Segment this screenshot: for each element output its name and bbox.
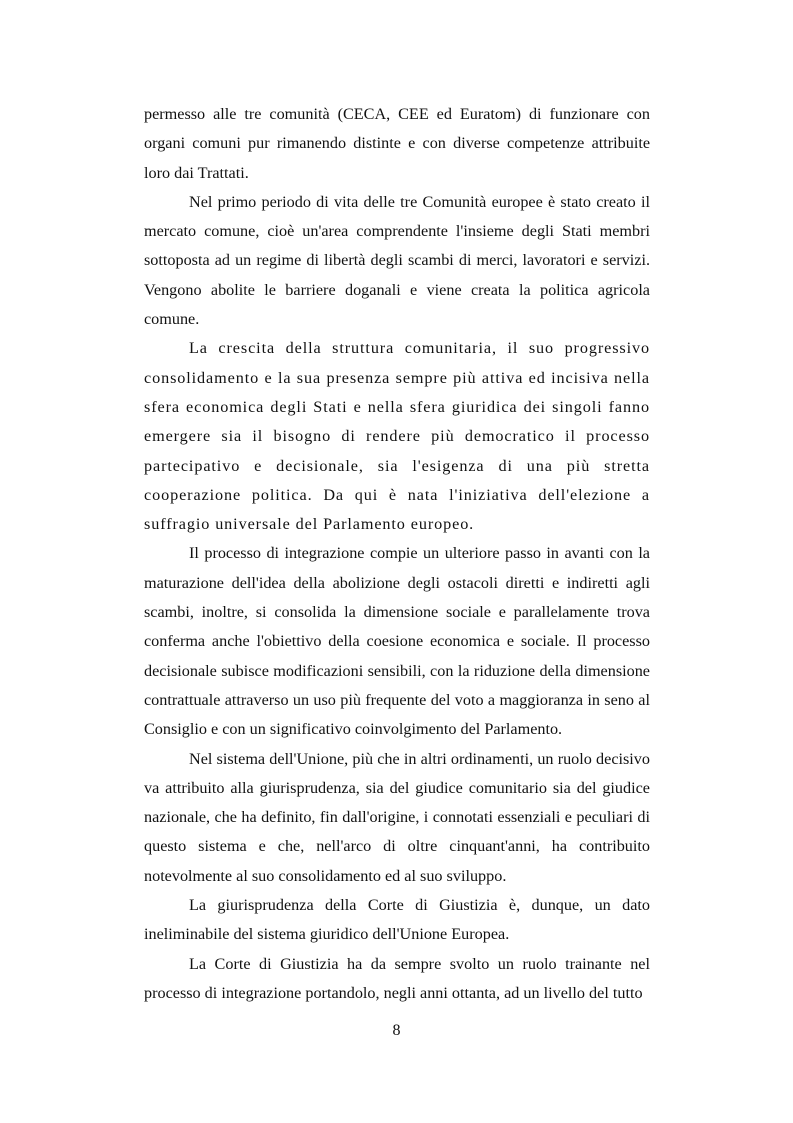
paragraph-integration-process: Il processo di integrazione compie un ulteriore passo in avanti con la maturazione dell'idea della abolizione degli ostacoli diretti e indiretti agli scambi, inoltre, si consolida la dimensione sociale e parallelamente trova conferma anche l'obiettivo della coesione economica e sociale. Il processo decisionale subisce modificazioni sensibili, con la riduzione della dimensione contrattuale attraverso un uso più frequente del voto a maggioranza in seno al Consiglio e con un significativo coinvolgimento del Parlamento. — [144, 544, 650, 739]
paragraph-common-market: Nel primo periodo di vita delle tre Comunità europee è stato creato il mercato comune, cioè un'area comprendente l'insieme degli Stati membri sottoposta ad un regime di libertà degli scambi di merci, lavoratori e servizi. Vengono abolite le barriere doganali e viene creata la politica agricola comune. — [144, 192, 650, 329]
paragraph-court-jurisprudence: La giurisprudenza della Corte di Giustizia è, dunque, un dato ineliminabile del sistema giuridico dell'Unione Europea. — [144, 896, 650, 944]
document-body — [144, 100, 650, 1008]
page-number: 8 — [392, 1022, 401, 1039]
paragraph-community-growth: La crescita della struttura comunitaria, il suo progressivo consolidamento e la sua presenza sempre più attiva ed incisiva nella sfera economica degli Stati e nella sfera giuridica dei singoli fanno emergere sia il bisogno di rendere più democratico il processo partecipativo e decisionale, sia l'esigenza di una più stretta cooperazione politica. Da qui è nata l'iniziativa dell'elezione a suffragio universale del Parlamento europeo. — [144, 339, 650, 534]
paragraph-continuation: permesso alle tre comunità (CECA, CEE ed Euratom) di funzionare con organi comuni pur rimanendo distinte e con diverse competenze attribuite loro dai Trattati. — [144, 105, 650, 182]
paragraph-court-leading-role: La Corte di Giustizia ha da sempre svolto un ruolo trainante nel processo di integrazione portandolo, negli anni ottanta, ad un livello del tutto — [144, 954, 650, 1002]
paragraph-jurisprudence-role: Nel sistema dell'Unione, più che in altri ordinamenti, un ruolo decisivo va attribuito alla giurisprudenza, sia del giudice comunitario sia del giudice nazionale, che ha definito, fin dall'origine, i connotati essenziali e peculiari di questo sistema e che, nell'arco di oltre cinquant'anni, ha contribuito notevolmente al suo consolidamento ed al suo sviluppo. — [144, 749, 650, 885]
